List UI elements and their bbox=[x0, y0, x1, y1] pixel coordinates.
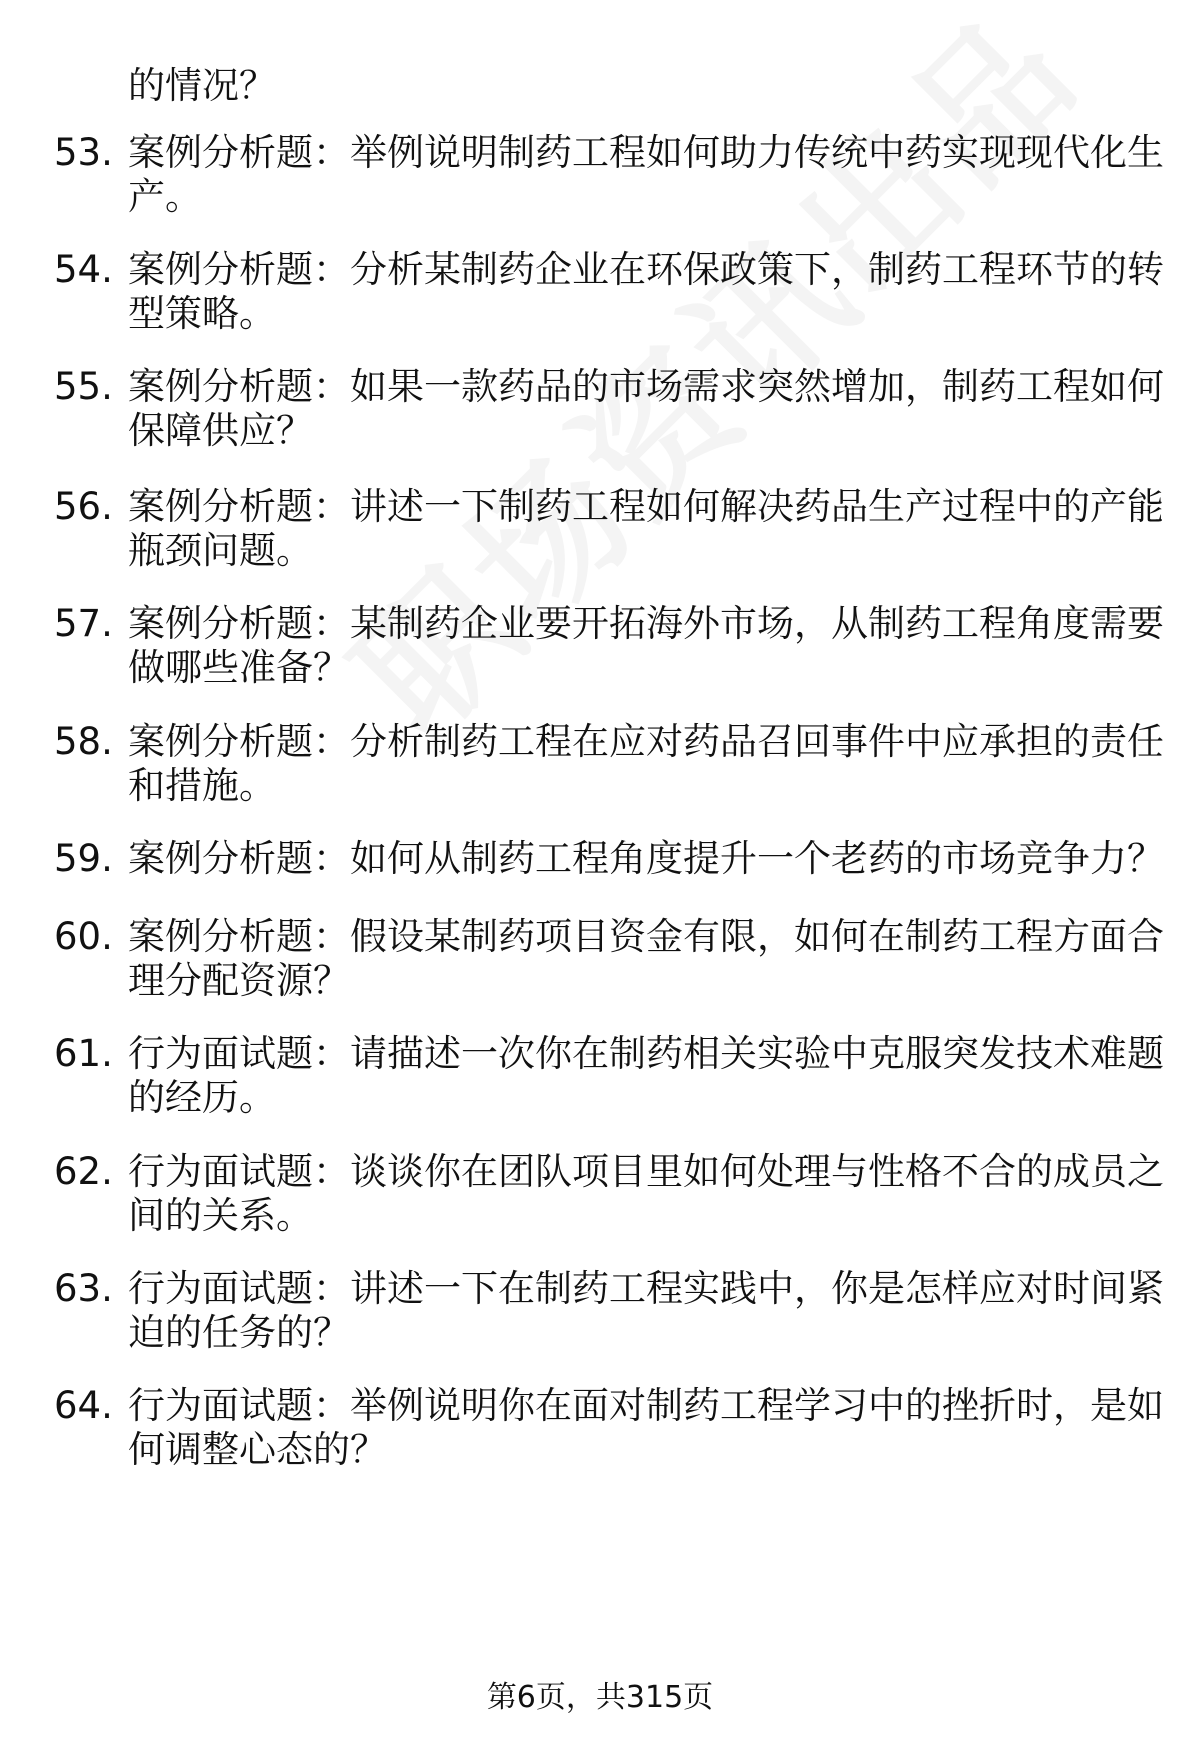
question-line: 的经历。 bbox=[128, 1076, 276, 1119]
question-line: 瓶颈问题。 bbox=[128, 529, 313, 572]
question-line: 保障供应？ bbox=[128, 409, 313, 452]
question-number: 59. bbox=[54, 837, 113, 880]
question-line: 行为面试题：举例说明你在面对制药工程学习中的挫折时，是如 bbox=[128, 1384, 1164, 1427]
question-number: 55. bbox=[54, 365, 113, 408]
question-line: 行为面试题：谈谈你在团队项目里如何处理与性格不合的成员之 bbox=[128, 1150, 1164, 1193]
question-line: 案例分析题：如果一款药品的市场需求突然增加，制药工程如何 bbox=[128, 365, 1164, 408]
question-line: 型策略。 bbox=[128, 292, 276, 335]
question-line: 行为面试题：请描述一次你在制药相关实验中克服突发技术难题 bbox=[128, 1032, 1164, 1075]
question-number: 53. bbox=[54, 131, 113, 174]
question-line: 案例分析题：某制药企业要开拓海外市场，从制药工程角度需要 bbox=[128, 602, 1164, 645]
question-line: 和措施。 bbox=[128, 764, 276, 807]
question-number: 64. bbox=[54, 1384, 113, 1427]
question-line: 理分配资源？ bbox=[128, 959, 350, 1002]
question-number: 58. bbox=[54, 720, 113, 763]
question-number: 60. bbox=[54, 915, 113, 958]
question-number: 62. bbox=[54, 1150, 113, 1193]
question-line: 行为面试题：讲述一下在制药工程实践中，你是怎样应对时间紧 bbox=[128, 1267, 1164, 1310]
continuation-line: 的情况？ bbox=[128, 64, 276, 107]
page-footer: 第6页，共315页 bbox=[486, 1680, 714, 1715]
question-line: 迫的任务的？ bbox=[128, 1311, 350, 1354]
question-line: 案例分析题：分析某制药企业在环保政策下，制药工程环节的转 bbox=[128, 248, 1164, 291]
question-line: 案例分析题：举例说明制药工程如何助力传统中药实现现代化生 bbox=[128, 131, 1164, 174]
question-line: 案例分析题：分析制药工程在应对药品召回事件中应承担的责任 bbox=[128, 720, 1164, 763]
question-line: 案例分析题：如何从制药工程角度提升一个老药的市场竞争力？ bbox=[128, 837, 1164, 880]
question-number: 57. bbox=[54, 602, 113, 645]
question-line: 做哪些准备？ bbox=[128, 646, 350, 689]
question-number: 61. bbox=[54, 1032, 113, 1075]
question-number: 56. bbox=[54, 485, 113, 528]
question-line: 产。 bbox=[128, 175, 202, 218]
question-line: 何调整心态的？ bbox=[128, 1428, 387, 1471]
question-number: 54. bbox=[54, 248, 113, 291]
question-line: 案例分析题：讲述一下制药工程如何解决药品生产过程中的产能 bbox=[128, 485, 1164, 528]
question-line: 案例分析题：假设某制药项目资金有限，如何在制药工程方面合 bbox=[128, 915, 1164, 958]
question-number: 63. bbox=[54, 1267, 113, 1310]
question-line: 间的关系。 bbox=[128, 1194, 313, 1237]
